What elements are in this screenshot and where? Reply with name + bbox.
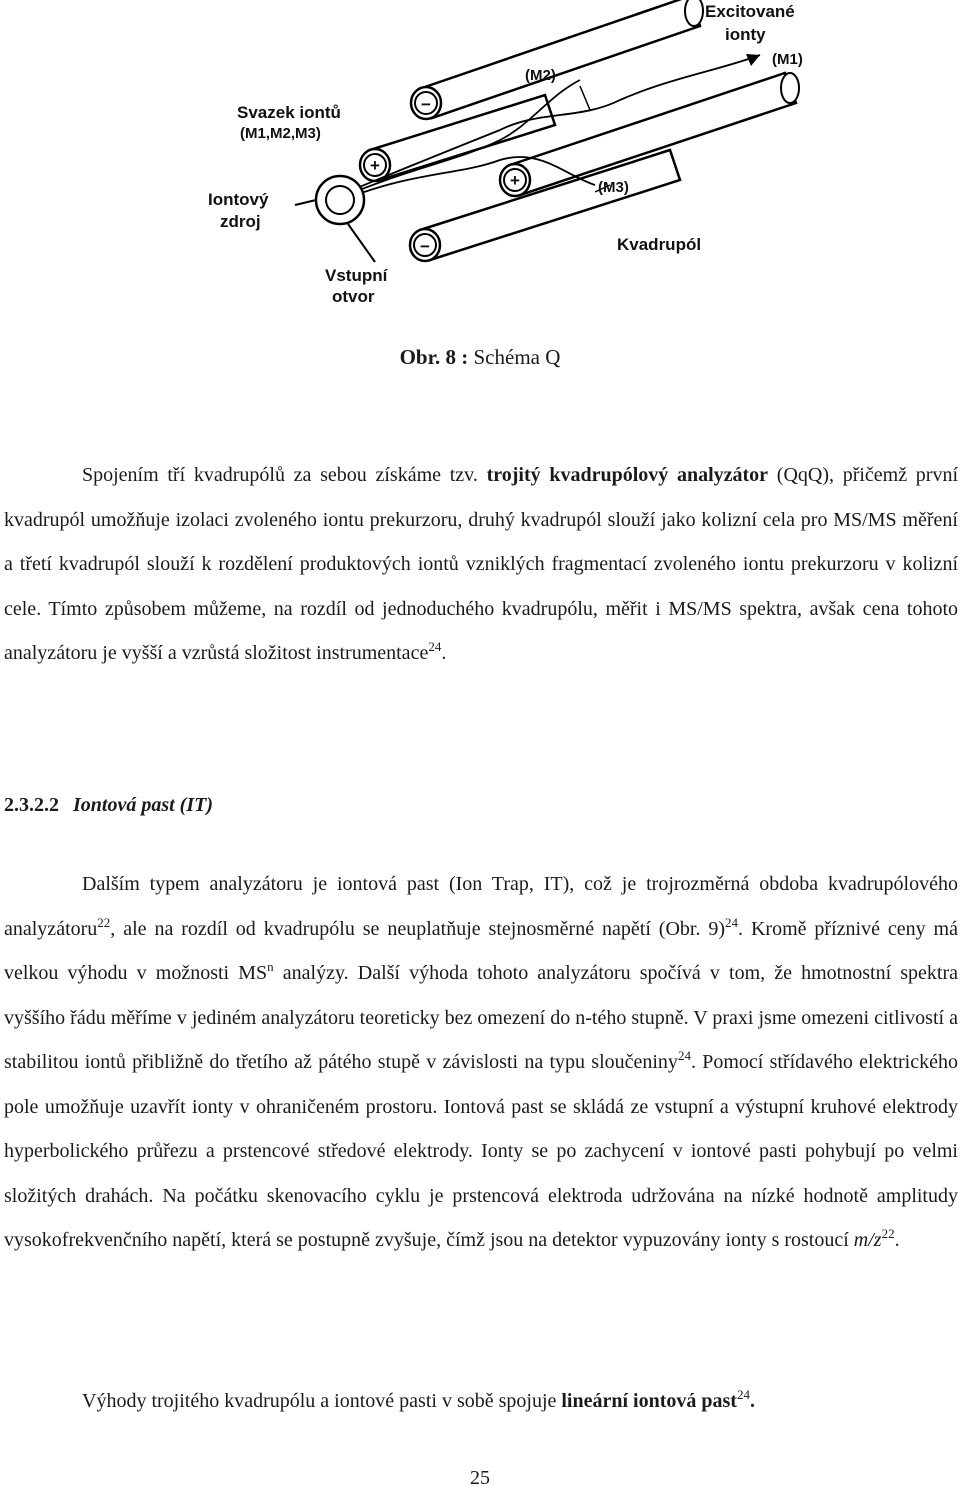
p2-ref-2: 24 [725,914,739,930]
svg-text:+: + [510,171,520,190]
label-m3: (M3) [598,179,629,196]
p3-bold-term: lineární iontová past [561,1390,737,1412]
p2-text-4: analýzy. Další výhoda tohoto analyzátoru spočívá v tom, že hmotnostní spektra vyššího řádu měříme v jediném analyzátoru teoreticky bez omezení do n-tého stupně. V praxi jsme omezeni citlivostí a stabilitou iontů přibližně do třetího až pátého stupě v závislosti na typu sloučeniny [4,962,959,1073]
svg-text:−: − [421,95,431,114]
label-entrance: Vstupní [325,266,388,285]
rod-top [411,0,703,119]
plus-sign-left [364,154,386,176]
p2-text-2: , ale na rozdíl od kvadrupólu se neuplatňuje stejnosměrné napětí (Obr. 9) [110,917,726,940]
minus-sign-bottom [414,234,436,256]
p2-ref-3: 24 [677,1048,691,1063]
p1-ref: 24 [428,639,442,654]
label-ion-source: Iontový [208,190,269,209]
p1-end: . [441,642,447,664]
p3-end: . [749,1390,755,1412]
p2-text-5: . Pomocí střídavého elektrického pole umožňuje uzavřít ionty v ohraničeném prostoru. Iontová past se skládá ze vstupní a výstupní kruhové elektrody hyperbolického průřezu a prstencové středové elektrody. Ionty se po zachycení v iontové pasti pohybují po velmi složitých drahách. Na počátku skenovacího cyklu je prstencová elektroda udržována na nízké hodnotě amplitudy vysokofrekvenčního napětí, která se postupně zvyšuje, čímž jsou na detektor vypuzovány ionty s rostoucí [4,1051,958,1251]
p1-text-1: Spojením tří kvadrupólů za sebou získáme tzv. [82,464,478,486]
plus-sign-middle [504,169,526,191]
paragraph-ion-trap [4,862,958,1263]
p2-mz: m/z [853,1229,882,1251]
p3-ref: 24 [736,1387,750,1402]
p2-text-1: Dalším typem analyzátoru je iontová past (Ion Trap, IT), což je trojrozměrná obdoba kvadrupólového analyzátoru [4,873,958,940]
pointer-entrance [348,224,375,262]
svg-text:+: + [370,156,380,175]
caption-label: Obr. 8 : [399,345,469,369]
p2-ref-1: 22 [97,914,111,930]
p2-ref-4: 22 [881,1226,895,1241]
p2-text-3: . Kromě příznivé ceny má velkou výhodu v možnosti MS [4,917,958,984]
quadrupole-figure [200,0,820,315]
p2-end: . [894,1229,900,1251]
pointer-source [295,200,316,205]
section-heading [4,790,213,820]
svg-text:−: − [420,237,430,256]
label-m2: (M2) [525,67,556,84]
label-m1: (M1) [772,51,803,68]
minus-sign-top [415,92,437,114]
p1-bold-term: trojitý kvadrupólový analyzátor [486,464,769,486]
figure-caption [0,342,960,372]
section-title: Iontová past (IT) [73,794,213,816]
label-excited-ions: Excitované [705,2,795,21]
label-entrance-2: otvor [332,287,375,306]
pointer-m2 [580,86,590,110]
p1-text-2: (QqQ), přičemž první kvadrupól umožňuje izolaci zvoleného iontu prekurzoru, druhý kvadrupól slouží jako kolizní cela pro MS/MS měření a třetí kvadrupól slouží k rozdělení produktových iontů vzniklých fragmentací zvoleného iontu prekurzoru v kolizní cele. Tímto způsobem můžeme, na rozdíl od jednoduchého kvadrupólu, měřit i MS/MS spektra, avšak cena tohoto analyzátoru je vyšší a vzrůstá složitost instrumentace [4,464,959,664]
p2-sup-n: n [267,959,274,974]
section-number: 2.3.2.2 [4,794,59,816]
label-ion-source-2: zdroj [220,212,261,231]
label-quadrupole: Kvadrupól [617,235,702,254]
label-ion-beam-masses: (M1,M2,M3) [240,125,321,142]
label-excited-ions-2: ionty [725,25,766,44]
paragraph-linear-trap [82,1386,755,1416]
paragraph-triple-quadrupole [4,453,958,676]
ion-source-icon [316,176,364,224]
label-ion-beam: Svazek iontů [237,103,341,122]
caption-text: Schéma Q [473,345,561,369]
p3-text: Výhody trojitého kvadrupólu a iontové pasti v sobě spojuje [82,1390,562,1412]
page-number: 25 [470,1467,490,1489]
quadrupole-diagram [200,0,820,315]
